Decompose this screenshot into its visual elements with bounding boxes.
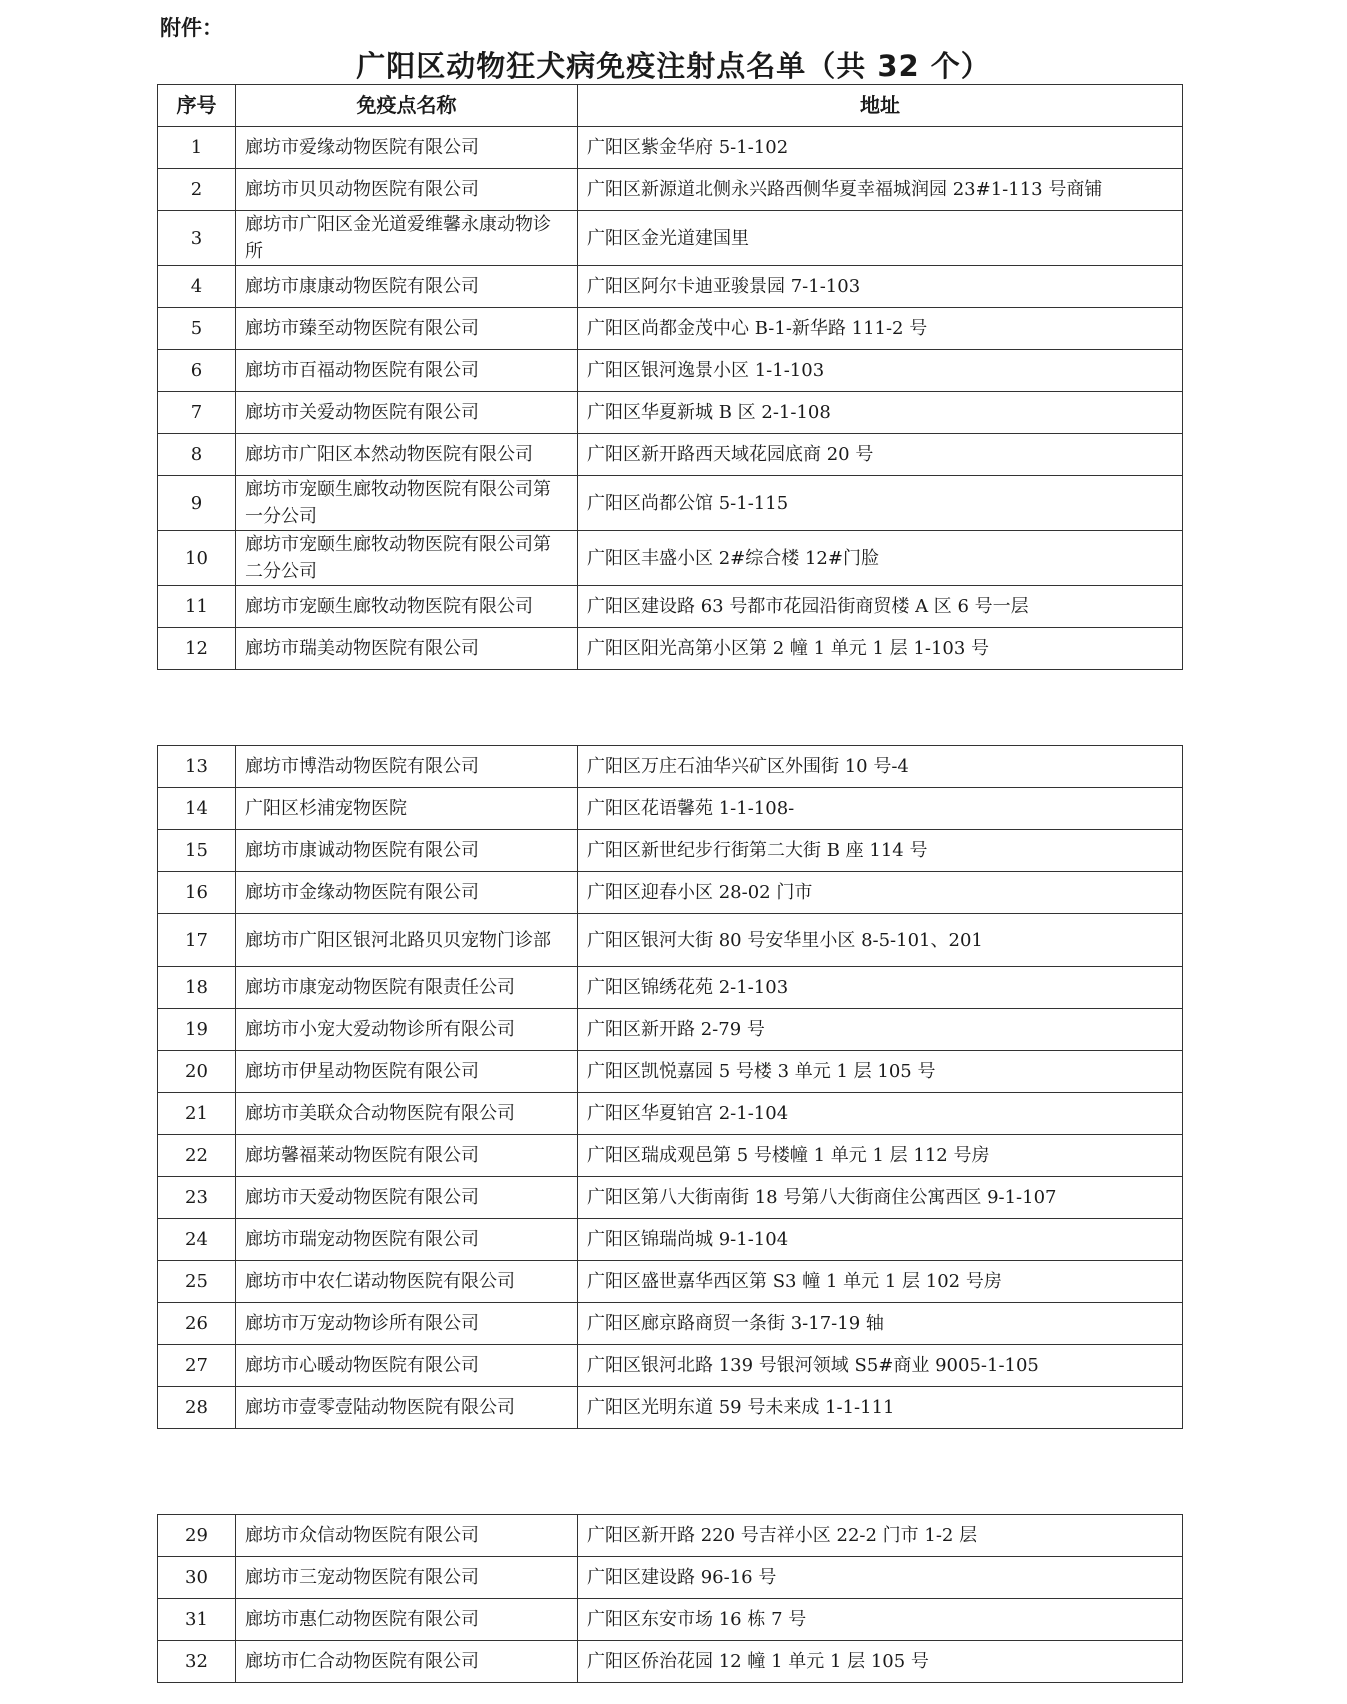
clinic-address: 广阳区光明东道 59 号未来成 1-1-111 — [578, 1387, 1183, 1429]
row-number: 30 — [158, 1557, 236, 1599]
row-number: 6 — [158, 350, 236, 392]
clinic-address: 广阳区紫金华府 5-1-102 — [578, 127, 1183, 169]
clinic-address: 广阳区银河北路 139 号银河领域 S5#商业 9005-1-105 — [578, 1345, 1183, 1387]
clinic-name: 廊坊市伊星动物医院有限公司 — [236, 1051, 578, 1093]
clinic-name: 廊坊市万宠动物诊所有限公司 — [236, 1303, 578, 1345]
table-row — [158, 127, 1183, 169]
table-row — [158, 1387, 1183, 1429]
header-no: 序号 — [158, 85, 236, 127]
clinic-name: 廊坊市众信动物医院有限公司 — [236, 1515, 578, 1557]
clinic-name: 廊坊市宠颐生廊牧动物医院有限公司 — [236, 586, 578, 628]
clinic-address: 广阳区盛世嘉华西区第 S3 幢 1 单元 1 层 102 号房 — [578, 1261, 1183, 1303]
clinic-address: 广阳区银河逸景小区 1-1-103 — [578, 350, 1183, 392]
clinic-name: 廊坊市瑞宠动物医院有限公司 — [236, 1219, 578, 1261]
row-number: 1 — [158, 127, 236, 169]
clinic-name: 廊坊市康康动物医院有限公司 — [236, 266, 578, 308]
row-number: 5 — [158, 308, 236, 350]
table-row — [158, 211, 1183, 266]
clinic-address: 广阳区华夏铂宫 2-1-104 — [578, 1093, 1183, 1135]
clinic-name: 廊坊市宠颐生廊牧动物医院有限公司第二分公司 — [236, 531, 578, 586]
row-number: 3 — [158, 211, 236, 266]
row-number: 32 — [158, 1641, 236, 1683]
table-row — [158, 746, 1183, 788]
row-number: 9 — [158, 476, 236, 531]
table-row — [158, 531, 1183, 586]
row-number: 18 — [158, 967, 236, 1009]
clinic-name: 廊坊市爱缘动物医院有限公司 — [236, 127, 578, 169]
table-row — [158, 1599, 1183, 1641]
clinic-name: 廊坊市小宠大爱动物诊所有限公司 — [236, 1009, 578, 1051]
clinic-address: 广阳区花语馨苑 1-1-108- — [578, 788, 1183, 830]
table-row — [158, 1261, 1183, 1303]
clinic-name: 廊坊市博浩动物医院有限公司 — [236, 746, 578, 788]
clinic-address: 广阳区阳光高第小区第 2 幢 1 单元 1 层 1-103 号 — [578, 628, 1183, 670]
row-number: 25 — [158, 1261, 236, 1303]
table-row — [158, 1009, 1183, 1051]
table-row — [158, 476, 1183, 531]
row-number: 14 — [158, 788, 236, 830]
clinic-name: 廊坊市关爱动物医院有限公司 — [236, 392, 578, 434]
clinic-table-section-2 — [157, 745, 1183, 1429]
clinic-address: 广阳区丰盛小区 2#综合楼 12#门脸 — [578, 531, 1183, 586]
table-row — [158, 1219, 1183, 1261]
row-number: 22 — [158, 1135, 236, 1177]
table-row — [158, 1345, 1183, 1387]
clinic-address: 广阳区凯悦嘉园 5 号楼 3 单元 1 层 105 号 — [578, 1051, 1183, 1093]
clinic-address: 广阳区尚都金茂中心 B-1-新华路 111-2 号 — [578, 308, 1183, 350]
table-row — [158, 350, 1183, 392]
clinic-address: 广阳区新开路 220 号吉祥小区 22-2 门市 1-2 层 — [578, 1515, 1183, 1557]
clinic-name: 廊坊市广阳区银河北路贝贝宠物门诊部 — [236, 914, 578, 967]
clinic-name: 廊坊市康宠动物医院有限责任公司 — [236, 967, 578, 1009]
row-number: 28 — [158, 1387, 236, 1429]
clinic-name: 廊坊市臻至动物医院有限公司 — [236, 308, 578, 350]
table-row — [158, 872, 1183, 914]
clinic-address: 广阳区侨治花园 12 幢 1 单元 1 层 105 号 — [578, 1641, 1183, 1683]
clinic-address: 广阳区迎春小区 28-02 门市 — [578, 872, 1183, 914]
table-row — [158, 1177, 1183, 1219]
table-row — [158, 266, 1183, 308]
clinic-address: 广阳区新源道北侧永兴路西侧华夏幸福城润园 23#1-113 号商铺 — [578, 169, 1183, 211]
row-number: 21 — [158, 1093, 236, 1135]
table-row — [158, 1093, 1183, 1135]
clinic-name: 廊坊市广阳区金光道爱维馨永康动物诊所 — [236, 211, 578, 266]
clinic-name: 廊坊市金缘动物医院有限公司 — [236, 872, 578, 914]
row-number: 11 — [158, 586, 236, 628]
clinic-name: 廊坊市贝贝动物医院有限公司 — [236, 169, 578, 211]
row-number: 4 — [158, 266, 236, 308]
clinic-name: 廊坊市心暖动物医院有限公司 — [236, 1345, 578, 1387]
table-row — [158, 1051, 1183, 1093]
clinic-address: 广阳区华夏新城 B 区 2-1-108 — [578, 392, 1183, 434]
header-address: 地址 — [578, 85, 1183, 127]
clinic-name: 广阳区杉浦宠物医院 — [236, 788, 578, 830]
table-row — [158, 788, 1183, 830]
clinic-name: 廊坊市天爱动物医院有限公司 — [236, 1177, 578, 1219]
clinic-name: 廊坊馨福莱动物医院有限公司 — [236, 1135, 578, 1177]
clinic-address: 广阳区东安市场 16 栋 7 号 — [578, 1599, 1183, 1641]
clinic-name: 廊坊市中农仁诺动物医院有限公司 — [236, 1261, 578, 1303]
table-row — [158, 1641, 1183, 1683]
row-number: 7 — [158, 392, 236, 434]
row-number: 31 — [158, 1599, 236, 1641]
clinic-address: 广阳区尚都公馆 5-1-115 — [578, 476, 1183, 531]
table-row — [158, 1303, 1183, 1345]
clinic-name: 廊坊市瑞美动物医院有限公司 — [236, 628, 578, 670]
row-number: 15 — [158, 830, 236, 872]
row-number: 19 — [158, 1009, 236, 1051]
table-row — [158, 628, 1183, 670]
clinic-name: 廊坊市壹零壹陆动物医院有限公司 — [236, 1387, 578, 1429]
clinic-address: 广阳区锦绣花苑 2-1-103 — [578, 967, 1183, 1009]
table-header-row — [158, 85, 1183, 127]
row-number: 10 — [158, 531, 236, 586]
row-number: 17 — [158, 914, 236, 967]
clinic-address: 广阳区新开路西天域花园底商 20 号 — [578, 434, 1183, 476]
row-number: 13 — [158, 746, 236, 788]
row-number: 16 — [158, 872, 236, 914]
clinic-name: 廊坊市康诚动物医院有限公司 — [236, 830, 578, 872]
clinic-name: 廊坊市百福动物医院有限公司 — [236, 350, 578, 392]
row-number: 26 — [158, 1303, 236, 1345]
row-number: 23 — [158, 1177, 236, 1219]
clinic-table-section-3 — [157, 1514, 1183, 1683]
table-row — [158, 392, 1183, 434]
row-number: 12 — [158, 628, 236, 670]
clinic-address: 广阳区银河大街 80 号安华里小区 8-5-101、201 — [578, 914, 1183, 967]
clinic-name: 廊坊市仁合动物医院有限公司 — [236, 1641, 578, 1683]
row-number: 8 — [158, 434, 236, 476]
document-title: 广阳区动物狂犬病免疫注射点名单（共 32 个） — [356, 49, 991, 83]
clinic-address: 广阳区瑞成观邑第 5 号楼幢 1 单元 1 层 112 号房 — [578, 1135, 1183, 1177]
clinic-table-section-1 — [157, 84, 1183, 670]
table-row — [158, 586, 1183, 628]
clinic-address: 广阳区建设路 63 号都市花园沿街商贸楼 A 区 6 号一层 — [578, 586, 1183, 628]
row-number: 24 — [158, 1219, 236, 1261]
table-row — [158, 1135, 1183, 1177]
table-row — [158, 434, 1183, 476]
clinic-address: 广阳区阿尔卡迪亚骏景园 7-1-103 — [578, 266, 1183, 308]
table-row — [158, 830, 1183, 872]
clinic-name: 廊坊市宠颐生廊牧动物医院有限公司第一分公司 — [236, 476, 578, 531]
clinic-name: 廊坊市美联众合动物医院有限公司 — [236, 1093, 578, 1135]
clinic-address: 广阳区建设路 96-16 号 — [578, 1557, 1183, 1599]
clinic-name: 廊坊市广阳区本然动物医院有限公司 — [236, 434, 578, 476]
clinic-address: 广阳区锦瑞尚城 9-1-104 — [578, 1219, 1183, 1261]
table-row — [158, 1557, 1183, 1599]
table-row — [158, 308, 1183, 350]
table-row — [158, 1515, 1183, 1557]
clinic-address: 广阳区第八大街南街 18 号第八大街商住公寓西区 9-1-107 — [578, 1177, 1183, 1219]
header-name: 免疫点名称 — [236, 85, 578, 127]
clinic-address: 广阳区新开路 2-79 号 — [578, 1009, 1183, 1051]
clinic-name: 廊坊市惠仁动物医院有限公司 — [236, 1599, 578, 1641]
table-row — [158, 967, 1183, 1009]
clinic-address: 广阳区新世纪步行街第二大街 B 座 114 号 — [578, 830, 1183, 872]
row-number: 2 — [158, 169, 236, 211]
row-number: 27 — [158, 1345, 236, 1387]
clinic-name: 廊坊市三宠动物医院有限公司 — [236, 1557, 578, 1599]
clinic-address: 广阳区廊京路商贸一条街 3-17-19 轴 — [578, 1303, 1183, 1345]
clinic-address: 广阳区万庄石油华兴矿区外围街 10 号-4 — [578, 746, 1183, 788]
attachment-label: 附件： — [160, 16, 223, 40]
table-row — [158, 169, 1183, 211]
clinic-address: 广阳区金光道建国里 — [578, 211, 1183, 266]
row-number: 29 — [158, 1515, 236, 1557]
table-row — [158, 914, 1183, 967]
row-number: 20 — [158, 1051, 236, 1093]
